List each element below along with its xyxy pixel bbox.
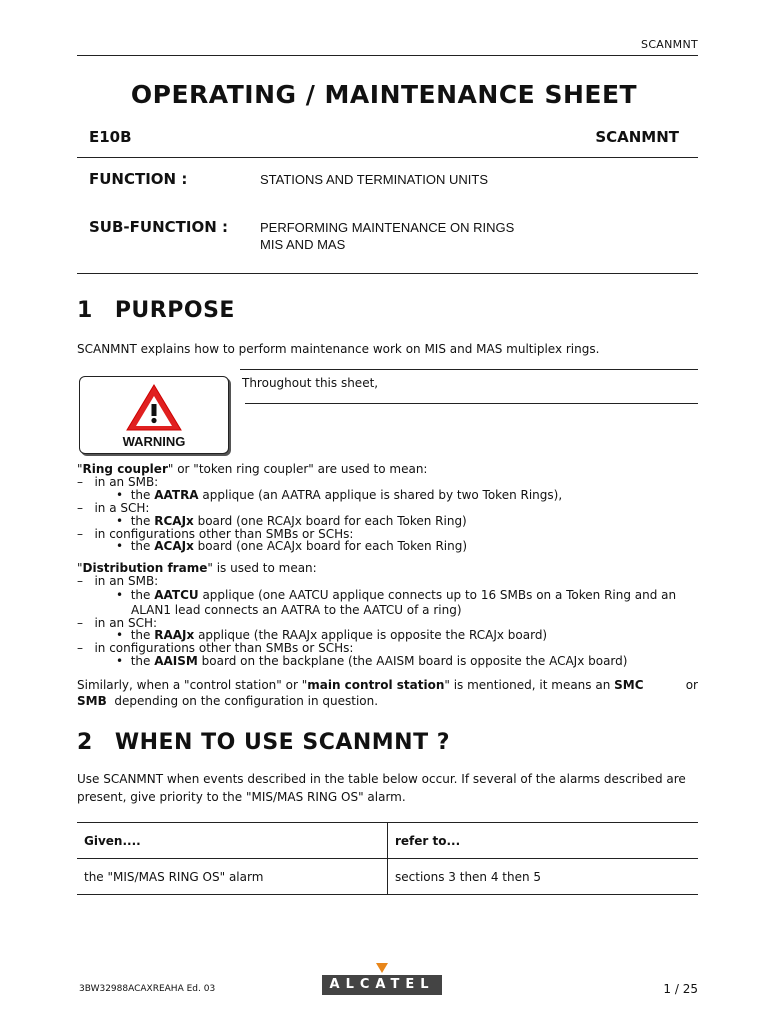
warning-top-rule [240, 369, 698, 370]
function-label: FUNCTION : [89, 170, 188, 188]
list-item: • the AATCU applique (one AATCU applique connects up to 16 SMBs on a Token Ring and an [116, 588, 677, 602]
section1-intro: SCANMNT explains how to perform maintenance work on MIS and MAS multiplex rings. [77, 342, 600, 356]
warning-text: Throughout this sheet, [242, 376, 379, 390]
page-number: 1 / 25 [663, 982, 698, 996]
ring-coupler-definition: "Ring coupler" or "token ring coupler" are used to mean: [77, 462, 428, 476]
section2-heading [77, 730, 450, 755]
sheet-code: SCANMNT [595, 128, 679, 146]
alcatel-logo: ALCATEL [322, 975, 442, 995]
footer-doc-ref: 3BW32988ACAXREAHA Ed. 03 [79, 984, 216, 994]
function-rule [77, 273, 698, 274]
distribution-frame-definition: "Distribution frame" is used to mean: [77, 561, 317, 575]
alarm-table [77, 822, 698, 895]
list-item: – in a SCH: [77, 501, 150, 515]
list-item: • the AAISM board on the backplane (the AAISM board is opposite the ACAJx board) [116, 654, 628, 668]
section1-title: PURPOSE [114, 298, 235, 323]
section2-title: WHEN TO USE SCANMNT ? [114, 730, 451, 755]
distribution-frame-term: Distribution frame [82, 561, 208, 575]
table-cell: the "MIS/MAS RING OS" alarm [77, 859, 388, 895]
warning-label: WARNING [122, 434, 186, 449]
logo-triangle-icon [376, 963, 388, 973]
section1-number: 1 [77, 298, 93, 323]
sub-function-value-line2: MIS AND MAS [260, 237, 346, 252]
list-item: – in an SMB: [77, 475, 159, 489]
ring-coupler-rest: or "token ring coupler" are used to mean: [173, 462, 428, 476]
table-header-row [77, 823, 698, 859]
section2-number: 2 [77, 730, 93, 755]
list-item-continuation: ALAN1 lead connects an AATRA to the AATCU of a ring) [131, 603, 462, 617]
list-item: – in configurations other than SMBs or SCHs: [77, 641, 354, 655]
section1-heading [77, 298, 235, 323]
section2-text-line1: Use SCANMNT when events described in the table below occur. If several of the alarms described are [77, 772, 686, 786]
table-header-refer: refer to... [388, 823, 699, 859]
table-row [77, 859, 698, 895]
list-item: • the RCAJx board (one RCAJx board for each Token Ring) [116, 514, 467, 528]
header-doc-code: SCANMNT [641, 38, 698, 51]
list-item: • the RAAJx applique (the RAAJx applique is opposite the RCAJx board) [116, 628, 548, 642]
header-rule [77, 55, 698, 56]
function-value: STATIONS AND TERMINATION UNITS [260, 172, 488, 187]
table-cell: sections 3 then 4 then 5 [388, 859, 699, 895]
subheader-rule [77, 157, 698, 158]
list-item: – in an SCH: [77, 616, 158, 630]
page-title: OPERATING / MAINTENANCE SHEET [130, 80, 638, 109]
section2-text-line2: present, give priority to the "MIS/MAS RING OS" alarm. [77, 790, 406, 804]
ring-coupler-term: Ring coupler [82, 462, 168, 476]
table-header-given: Given.... [77, 823, 388, 859]
warning-bottom-rule [245, 403, 698, 404]
sub-function-value-line1: PERFORMING MAINTENANCE ON RINGS [260, 220, 515, 235]
list-item: • the AATRA applique (an AATRA applique is shared by two Token Rings), [116, 488, 563, 502]
list-item: – in an SMB: [77, 574, 159, 588]
system-name: E10B [89, 128, 132, 146]
list-item: • the ACAJx board (one ACAJx board for each Token Ring) [116, 539, 468, 553]
distribution-frame-rest: is used to mean: [212, 561, 317, 575]
list-item: – in configurations other than SMBs or SCHs: [77, 527, 354, 541]
warning-icon [124, 382, 184, 432]
sub-function-label: SUB-FUNCTION : [89, 218, 228, 236]
warning-box [79, 376, 229, 454]
similarly-paragraph: Similarly, when a "control station" or "main control station" is mentioned, it means an SMC or SMB depending on the configuration in question. [77, 678, 698, 708]
